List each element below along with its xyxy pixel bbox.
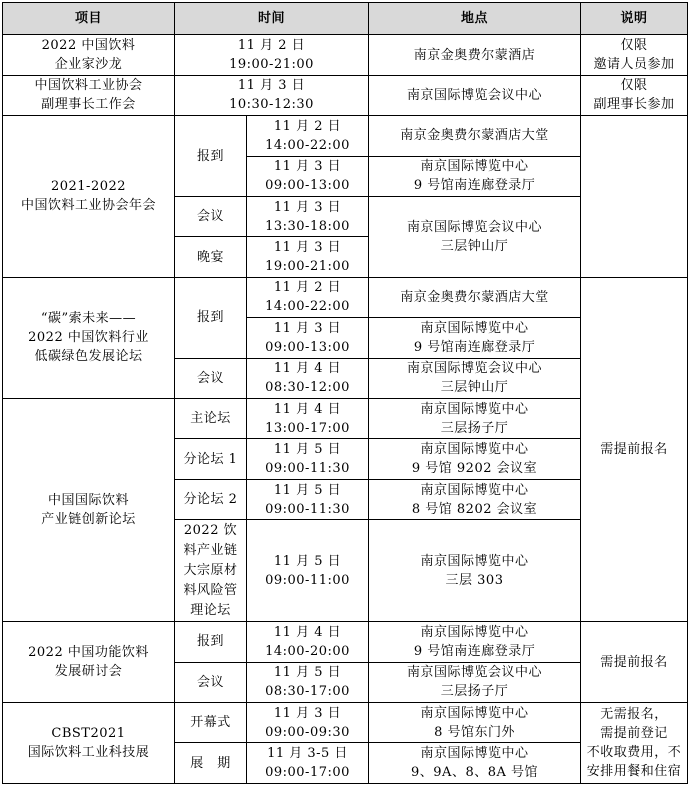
place-cell: 南京国际博览中心 8 号馆东门外 [369, 703, 581, 743]
time-cell: 11 月 5 日 09:00-11:00 [247, 520, 369, 622]
table-row [3, 35, 688, 75]
place-cell: 南京金奥费尔蒙酒店大堂 [369, 277, 581, 317]
place-cell: 南京国际博览中心 三层 303 [369, 520, 581, 622]
note-cell: 仅限 邀请人员参加 [581, 35, 688, 75]
header-place: 地点 [369, 3, 581, 35]
time-cell: 11 月 5 日 09:00-11:30 [247, 439, 369, 479]
place-cell: 南京国际博览会议中心 三层钟山厅 [369, 358, 581, 398]
project-cell: 2022 中国功能饮料 发展研讨会 [3, 622, 175, 703]
sub-item-cell: 报到 [175, 116, 247, 197]
table-row [3, 116, 688, 156]
time-cell: 11 月 3 日 09:00-09:30 [247, 703, 369, 743]
place-cell: 南京金奥费尔蒙酒店 [369, 35, 581, 75]
place-cell: 南京国际博览中心 9 号馆南连廊登录厅 [369, 622, 581, 662]
project-cell: 2022 中国饮料 企业家沙龙 [3, 35, 175, 75]
sub-item-cell: 展 期 [175, 743, 247, 784]
note-cell [581, 116, 688, 278]
time-cell: 11 月 3-5 日 09:00-17:00 [247, 743, 369, 784]
table-row [3, 703, 688, 743]
sub-item-cell: 会议 [175, 358, 247, 398]
time-cell: 11 月 2 日 19:00-21:00 [175, 35, 369, 75]
sub-item-cell: 晚宴 [175, 237, 247, 277]
sub-item-cell: 分论坛 2 [175, 479, 247, 519]
schedule-table [2, 2, 688, 784]
place-cell: 南京国际博览会议中心 三层钟山厅 [369, 196, 581, 277]
place-cell: 南京国际博览会议中心 [369, 75, 581, 115]
time-cell: 11 月 2 日 14:00-22:00 [247, 116, 369, 156]
sub-item-cell: 会议 [175, 196, 247, 236]
time-cell: 11 月 3 日 09:00-13:00 [247, 318, 369, 358]
header-note: 说明 [581, 3, 688, 35]
note-cell: 需提前报名 [581, 277, 688, 621]
place-cell: 南京金奥费尔蒙酒店大堂 [369, 116, 581, 156]
project-cell: 中国饮料工业协会 副理事长工作会 [3, 75, 175, 115]
place-cell: 南京国际博览中心 三层扬子厅 [369, 398, 581, 438]
header-time: 时间 [175, 3, 369, 35]
sub-item-cell: 分论坛 1 [175, 439, 247, 479]
project-cell: “碳”索未来—— 2022 中国饮料行业 低碳绿色发展论坛 [3, 277, 175, 398]
sub-item-cell: 会议 [175, 662, 247, 702]
time-cell: 11 月 3 日 19:00-21:00 [247, 237, 369, 277]
sub-item-cell: 2022 饮料产业链大宗原材料风险管理论坛 [175, 520, 247, 622]
place-cell: 南京国际博览中心 8 号馆 8202 会议室 [369, 479, 581, 519]
project-cell: 2021-2022 中国饮料工业协会年会 [3, 116, 175, 278]
time-cell: 11 月 4 日 13:00-17:00 [247, 398, 369, 438]
place-cell: 南京国际博览会议中心 三层扬子厅 [369, 662, 581, 702]
note-cell: 无需报名， 需提前登记 不收取费用，不 安排用餐和住宿 [581, 703, 688, 784]
place-cell: 南京国际博览中心 9 号馆 9202 会议室 [369, 439, 581, 479]
place-cell: 南京国际博览中心 9 号馆南连廊登录厅 [369, 318, 581, 358]
sub-item-cell: 报到 [175, 622, 247, 662]
time-cell: 11 月 5 日 09:00-11:30 [247, 479, 369, 519]
time-cell: 11 月 3 日 09:00-13:00 [247, 156, 369, 196]
time-cell: 11 月 3 日 13:30-18:00 [247, 196, 369, 236]
time-cell: 11 月 4 日 08:30-12:00 [247, 358, 369, 398]
place-cell: 南京国际博览中心 9、9A、8、8A 号馆 [369, 743, 581, 784]
time-cell: 11 月 2 日 14:00-22:00 [247, 277, 369, 317]
table-row [3, 622, 688, 662]
table-row [3, 277, 688, 317]
note-cell: 仅限 副理事长参加 [581, 75, 688, 115]
header-project: 项目 [3, 3, 175, 35]
header-row [3, 3, 688, 35]
time-cell: 11 月 5 日 08:30-17:00 [247, 662, 369, 702]
time-cell: 11 月 4 日 14:00-20:00 [247, 622, 369, 662]
place-cell: 南京国际博览中心 9 号馆南连廊登录厅 [369, 156, 581, 196]
sub-item-cell: 开幕式 [175, 703, 247, 743]
time-cell: 11 月 3 日 10:30-12:30 [175, 75, 369, 115]
project-cell: 中国国际饮料 产业链创新论坛 [3, 398, 175, 621]
sub-item-cell: 主论坛 [175, 398, 247, 438]
project-cell: CBST2021 国际饮料工业科技展 [3, 703, 175, 784]
sub-item-cell: 报到 [175, 277, 247, 358]
table-row [3, 75, 688, 115]
note-cell: 需提前报名 [581, 622, 688, 703]
